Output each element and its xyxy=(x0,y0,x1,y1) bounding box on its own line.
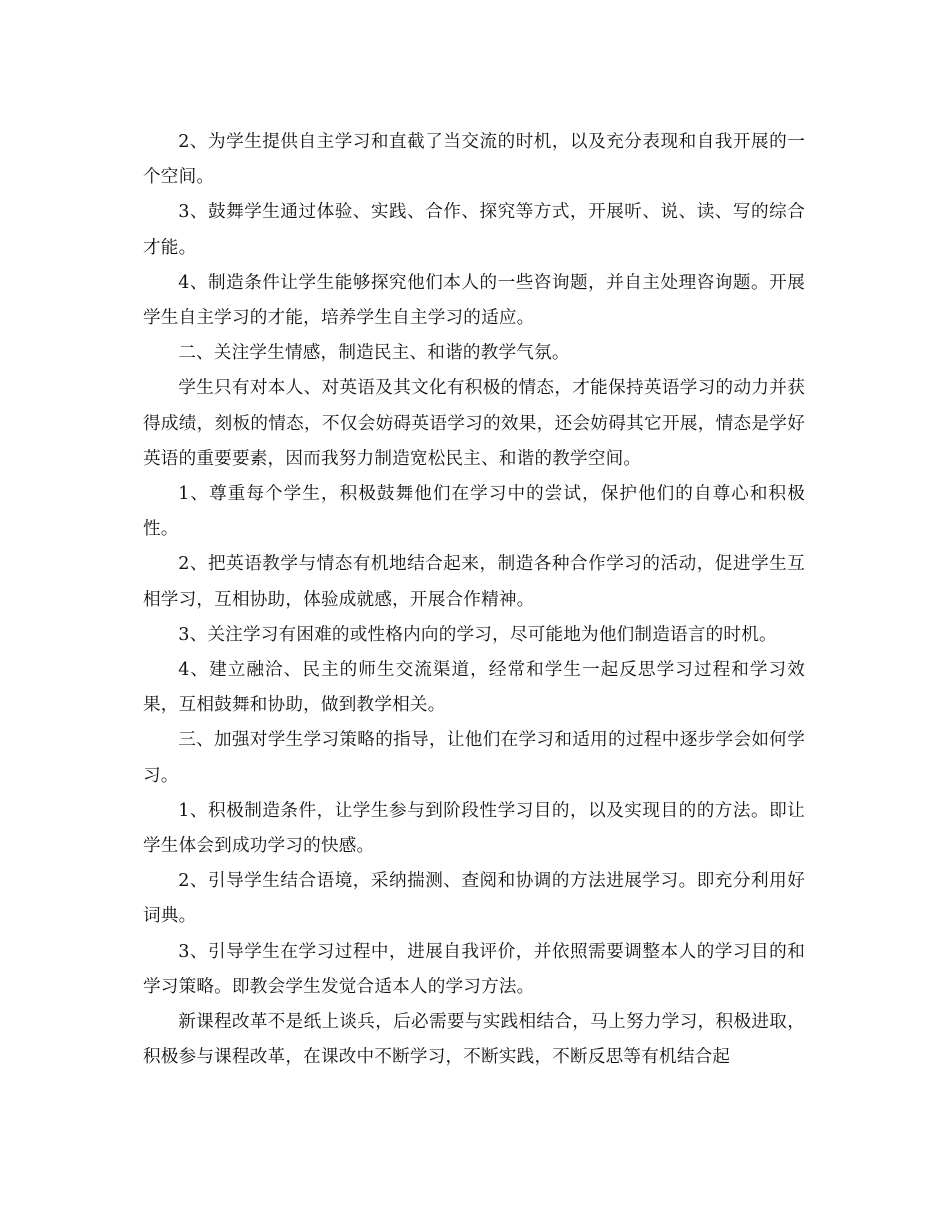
paragraph: 4、建立融洽、民主的师生交流渠道，经常和学生一起反思学习过程和学习效果，互相鼓舞和协助，做到教学相关。 xyxy=(143,660,805,716)
paragraph: 4、制造条件让学生能够探究他们本人的一些咨询题，并自主处理咨询题。开展学生自主学习的才能，培养学生自主学习的适应。 xyxy=(143,272,805,329)
paragraph: 学生只有对本人、对英语及其文化有积极的情态，才能保持英语学习的动力并获得成绩，刻板的情态，不仅会妨碍英语学习的效果，还会妨碍其它开展，情态是学好英语的重要要素，因而我努力制造宽松民主、和谐的教学空间。 xyxy=(143,378,805,469)
paragraph: 2、把英语教学与情态有机地结合起来，制造各种合作学习的活动，促进学生互相学习，互相协助，体验成就感，开展合作精神。 xyxy=(143,554,805,610)
paragraph: 2、为学生提供自主学习和直截了当交流的时机，以及充分表现和自我开展的一个空间。 xyxy=(143,132,805,188)
paragraph: 3、鼓舞学生通过体验、实践、合作、探究等方式，开展听、说、读、写的综合才能。 xyxy=(143,202,805,258)
paragraph: 2、引导学生结合语境，采纳揣测、查阅和协调的方法进展学习。即充分利用好词典。 xyxy=(143,871,805,927)
paragraph: 3、关注学习有困难的或性格内向的学习，尽可能地为他们制造语言的时机。 xyxy=(178,624,777,645)
paragraph: 1、尊重每个学生，积极鼓舞他们在学习中的尝试，保护他们的自尊心和积极性。 xyxy=(143,484,805,540)
section-heading: 二、关注学生情感，制造民主、和谐的教学气氛。 xyxy=(178,343,570,364)
paragraph: 1、积极制造条件，让学生参与到阶段性学习目的，以及实现目的的方法。即让学生体会到成功学习的快感。 xyxy=(143,800,805,857)
section-heading: 三、加强对学生学习策略的指导，让他们在学习和适用的过程中逐步学会如何学习。 xyxy=(143,730,805,786)
document-body xyxy=(143,125,805,1075)
paragraph: 3、引导学生在学习过程中，进展自我评价，并依照需要调整本人的学习目的和学习策略。即教会学生发觉合适本人的学习方法。 xyxy=(143,941,805,997)
paragraph: 新课程改革不是纸上谈兵，后必需要与实践相结合，马上努力学习，积极进取，积极参与课程改革，在课改中不断学习，不断实践，不断反思等有机结合起 xyxy=(143,1012,805,1068)
